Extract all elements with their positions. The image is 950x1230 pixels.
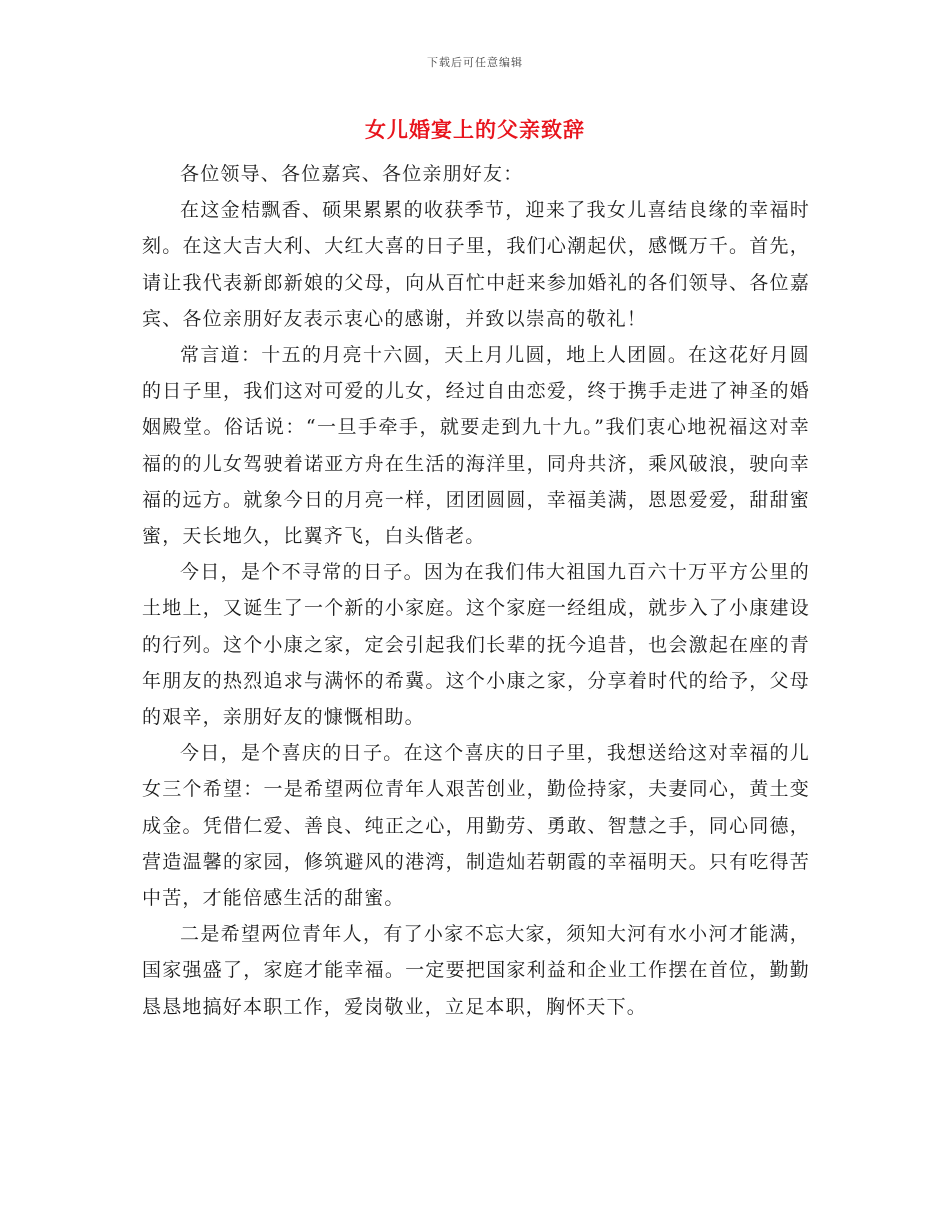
document-body xyxy=(142,156,810,1025)
paragraph: 今日，是个不寻常的日子。因为在我们伟大祖国九百六十万平方公里的土地上，又诞生了一个新的小家庭。这个家庭一经组成，就步入了小康建设的行列。这个小康之家，定会引起我们长辈的抚今追昔，也会激起在座的青年朋友的热烈追求与满怀的希冀。这个小康之家，分享着时代的给予，父母的艰辛，亲朋好友的慷慨相助。 xyxy=(142,561,810,729)
page-header: 下载后可任意编辑 xyxy=(427,56,523,69)
paragraph: 在这金桔飘香、硕果累累的收获季节，迎来了我女儿喜结良缘的幸福时刻。在这大吉大利、大红大喜的日子里，我们心潮起伏，感慨万千。首先，请让我代表新郎新娘的父母，向从百忙中赶来参加婚礼的各们领导、各位嘉宾、各位亲朋好友表示衷心的感谢，并致以崇高的敬礼！ xyxy=(142,199,810,330)
paragraph: 常言道：十五的月亮十六圆，天上月儿圆，地上人团圆。在这花好月圆的日子里，我们这对可爱的儿女，经过自由恋爱，终于携手走进了神圣的婚姻殿堂。俗话说：“一旦手牵手，就要走到九十九。”我们衷心地祝福这对幸福的的儿女驾驶着诺亚方舟在生活的海洋里，同舟共济，乘风破浪，驶向幸福的远方。就象今日的月亮一样，团团圆圆，幸福美满，恩恩爱爱，甜甜蜜蜜，天长地久，比翼齐飞，白头偕老。 xyxy=(142,344,810,548)
paragraph: 二是希望两位青年人，有了小家不忘大家，须知大河有水小河才能满，国家强盛了，家庭才能幸福。一定要把国家利益和企业工作摆在首位，勤勤恳恳地搞好本职工作，爱岗敬业，立足本职，胸怀天下。 xyxy=(142,923,810,1018)
paragraph-greeting: 各位领导、各位嘉宾、各位亲朋好友： xyxy=(180,163,524,185)
document-title: 女儿婚宴上的父亲致辞 xyxy=(365,117,585,142)
paragraph: 今日，是个喜庆的日子。在这个喜庆的日子里，我想送给这对幸福的儿女三个希望：一是希望两位青年人艰苦创业，勤俭持家，夫妻同心，黄土变成金。凭借仁爱、善良、纯正之心，用勤劳、勇敢、智慧之手，同心同德，营造温馨的家园，修筑避风的港湾，制造灿若朝霞的幸福明天。只有吃得苦中苦，才能倍感生活的甜蜜。 xyxy=(142,742,810,910)
